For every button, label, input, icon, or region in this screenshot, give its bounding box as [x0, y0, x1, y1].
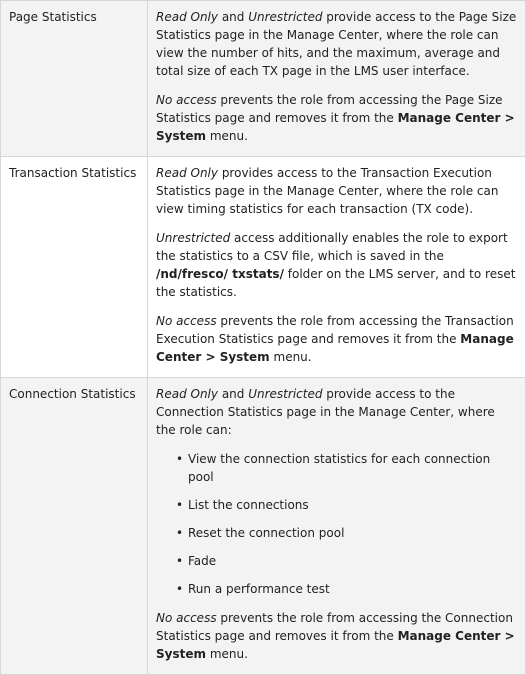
list-item: [176, 524, 517, 542]
emphasis-text: Unrestricted: [156, 231, 231, 245]
bullet-icon: •: [176, 582, 184, 596]
body-text: and: [218, 10, 249, 24]
description-paragraph: [156, 312, 517, 366]
description-paragraph: [156, 385, 517, 439]
folder-path-text: /nd/fresco/ txstats/: [156, 267, 284, 281]
list-item-text: Run a performance test: [188, 582, 330, 596]
body-text: menu.: [269, 350, 312, 364]
body-text: provides access to the Transaction Execution Statistics page in the Manage Center, where the role can view timing statistics for each transaction (TX code).: [156, 166, 499, 216]
description-paragraph: [156, 91, 517, 145]
body-text: folder on the LMS server, and to reset the statistics.: [156, 267, 516, 299]
list-item: [176, 450, 517, 486]
table-row: [1, 157, 526, 378]
menu-path-text: Manage Center > System: [156, 111, 515, 143]
bullet-icon: •: [176, 526, 184, 540]
permission-description-cell: [148, 1, 526, 157]
body-text: access additionally enables the role to export the statistics to a CSV file, which is saved in the: [156, 231, 508, 263]
capability-list: [156, 450, 517, 598]
body-text: provide access to the Connection Statistics page in the Manage Center, where the role can:: [156, 387, 495, 437]
bullet-icon: •: [176, 498, 184, 512]
bullet-icon: •: [176, 452, 184, 466]
body-text: prevents the role from accessing the Transaction Execution Statistics page and removes it from the: [156, 314, 514, 346]
list-item-text: List the connections: [188, 498, 309, 512]
body-text: prevents the role from accessing the Connection Statistics page and removes it from the: [156, 611, 513, 643]
body-text: prevents the role from accessing the Page Size Statistics page and removes it from the: [156, 93, 503, 125]
permission-name-cell: [1, 157, 148, 378]
list-item-text: Fade: [188, 554, 217, 568]
body-text: menu.: [206, 129, 248, 143]
description-paragraph: [156, 229, 517, 301]
list-item-text: Reset the connection pool: [188, 526, 345, 540]
body-text: and: [218, 387, 249, 401]
list-item-text: View the connection statistics for each connection pool: [188, 452, 491, 484]
list-item: [176, 496, 517, 514]
permission-description-cell: [148, 157, 526, 378]
menu-path-text: Manage Center > System: [156, 629, 515, 661]
emphasis-text: No access: [156, 93, 217, 107]
permission-name-cell: [1, 378, 148, 675]
body-text: menu.: [206, 647, 248, 661]
menu-path-text: Manage Center > System: [156, 332, 514, 364]
emphasis-text: No access: [156, 611, 217, 625]
emphasis-text: Read Only: [156, 387, 218, 401]
permission-name: Page Statistics: [9, 10, 97, 24]
emphasis-text: Read Only: [156, 10, 218, 24]
emphasis-text: Read Only: [156, 166, 218, 180]
permission-name: Connection Statistics: [9, 387, 136, 401]
body-text: provide access to the Page Size Statistics page in the Manage Center, where the role can view the number of hits, and the maximum, average and total size of each TX page in the LMS user interface.: [156, 10, 517, 78]
permission-description-cell: [148, 378, 526, 675]
permission-name-cell: [1, 1, 148, 157]
description-paragraph: [156, 609, 517, 663]
bullet-icon: •: [176, 554, 184, 568]
emphasis-text: Unrestricted: [248, 10, 323, 24]
description-paragraph: [156, 164, 517, 218]
permission-name: Transaction Statistics: [9, 166, 137, 180]
table-row: [1, 378, 526, 675]
table-row: [1, 1, 526, 157]
emphasis-text: No access: [156, 314, 217, 328]
list-item: [176, 552, 517, 570]
description-paragraph: [156, 8, 517, 80]
emphasis-text: Unrestricted: [248, 387, 323, 401]
list-item: [176, 580, 517, 598]
